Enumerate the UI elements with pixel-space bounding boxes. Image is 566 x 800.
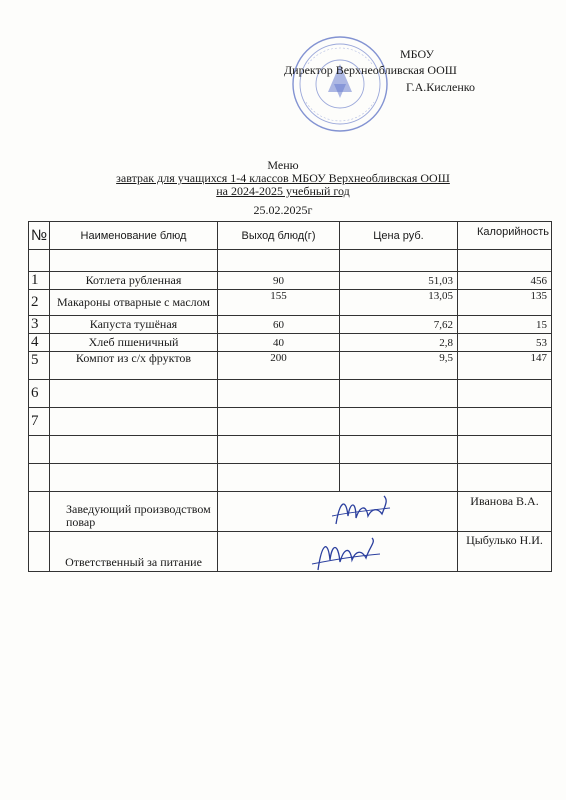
title-line-2: завтрак для учащихся 1-4 классов МБОУ Верхнеобливская ООШ	[116, 171, 450, 185]
signature-name: Иванова В.А.	[458, 492, 552, 532]
row-num: 4	[29, 334, 50, 352]
signature-role: Заведующий производством повар	[50, 492, 218, 532]
row-calories: 135	[458, 290, 552, 316]
row-dish	[50, 408, 218, 436]
row-dish	[50, 380, 218, 408]
row-price: 51,03	[340, 272, 458, 290]
row-output	[218, 408, 340, 436]
header-price: Цена руб.	[340, 222, 458, 250]
row-price: 9,5	[340, 352, 458, 380]
table-row	[29, 334, 552, 352]
row-output: 40	[218, 334, 340, 352]
row-num: 1	[29, 272, 50, 290]
row-price	[340, 408, 458, 436]
row-calories: 53	[458, 334, 552, 352]
row-calories: 456	[458, 272, 552, 290]
signature-role: Ответственный за питание	[50, 532, 218, 572]
header-name: Наименование блюд	[50, 222, 218, 250]
menu-date: 25.02.2025г	[253, 203, 313, 217]
table-row	[29, 316, 552, 334]
row-num: 7	[29, 408, 50, 436]
approval-name: Г.А.Кисленко	[406, 80, 475, 94]
signature-name: Цыбулько Н.И.	[458, 532, 552, 572]
row-price: 2,8	[340, 334, 458, 352]
row-dish: Капуста тушёная	[50, 316, 218, 334]
signature-image	[332, 494, 392, 530]
row-calories: 147	[458, 352, 552, 380]
row-output: 60	[218, 316, 340, 334]
table-row	[29, 352, 552, 380]
row-num: 2	[29, 290, 50, 316]
approval-role: Директор Верхнеобливская ООШ	[284, 63, 457, 77]
header-output: Выход блюд(г)	[218, 222, 340, 250]
table-row-blank	[29, 250, 552, 272]
row-dish: Макароны отварные с маслом	[50, 290, 218, 316]
table-header-row	[29, 222, 552, 250]
table-row-blank	[29, 464, 552, 492]
row-output: 200	[218, 352, 340, 380]
signature-cell	[218, 532, 340, 572]
title-line-1: Меню	[267, 158, 299, 172]
table-row-blank	[29, 436, 552, 464]
row-dish: Хлеб пшеничный	[50, 334, 218, 352]
table-row	[29, 290, 552, 316]
table-row	[29, 272, 552, 290]
row-dish: Компот из с/х фруктов	[50, 352, 218, 380]
row-output: 90	[218, 272, 340, 290]
row-price	[340, 380, 458, 408]
row-num: 3	[29, 316, 50, 334]
row-price: 7,62	[340, 316, 458, 334]
row-calories: 15	[458, 316, 552, 334]
table-row	[29, 380, 552, 408]
menu-table	[28, 221, 552, 572]
header-calories: Калорийность	[458, 222, 552, 250]
row-num: 6	[29, 380, 50, 408]
signature-image	[310, 534, 382, 576]
title-line-3: на 2024-2025 учебный год	[216, 184, 350, 198]
signature-row	[29, 492, 552, 532]
row-calories	[458, 380, 552, 408]
signature-cell	[340, 492, 458, 532]
row-num: 5	[29, 352, 50, 380]
row-output	[218, 380, 340, 408]
signature-row	[29, 532, 552, 572]
seal-stamp	[290, 34, 390, 134]
row-price: 13,05	[340, 290, 458, 316]
row-calories	[458, 408, 552, 436]
header-num: №	[29, 222, 50, 250]
menu-title	[0, 159, 566, 217]
table-row	[29, 408, 552, 436]
approval-org: МБОУ	[400, 47, 434, 61]
row-dish: Котлета рубленная	[50, 272, 218, 290]
row-output: 155	[218, 290, 340, 316]
